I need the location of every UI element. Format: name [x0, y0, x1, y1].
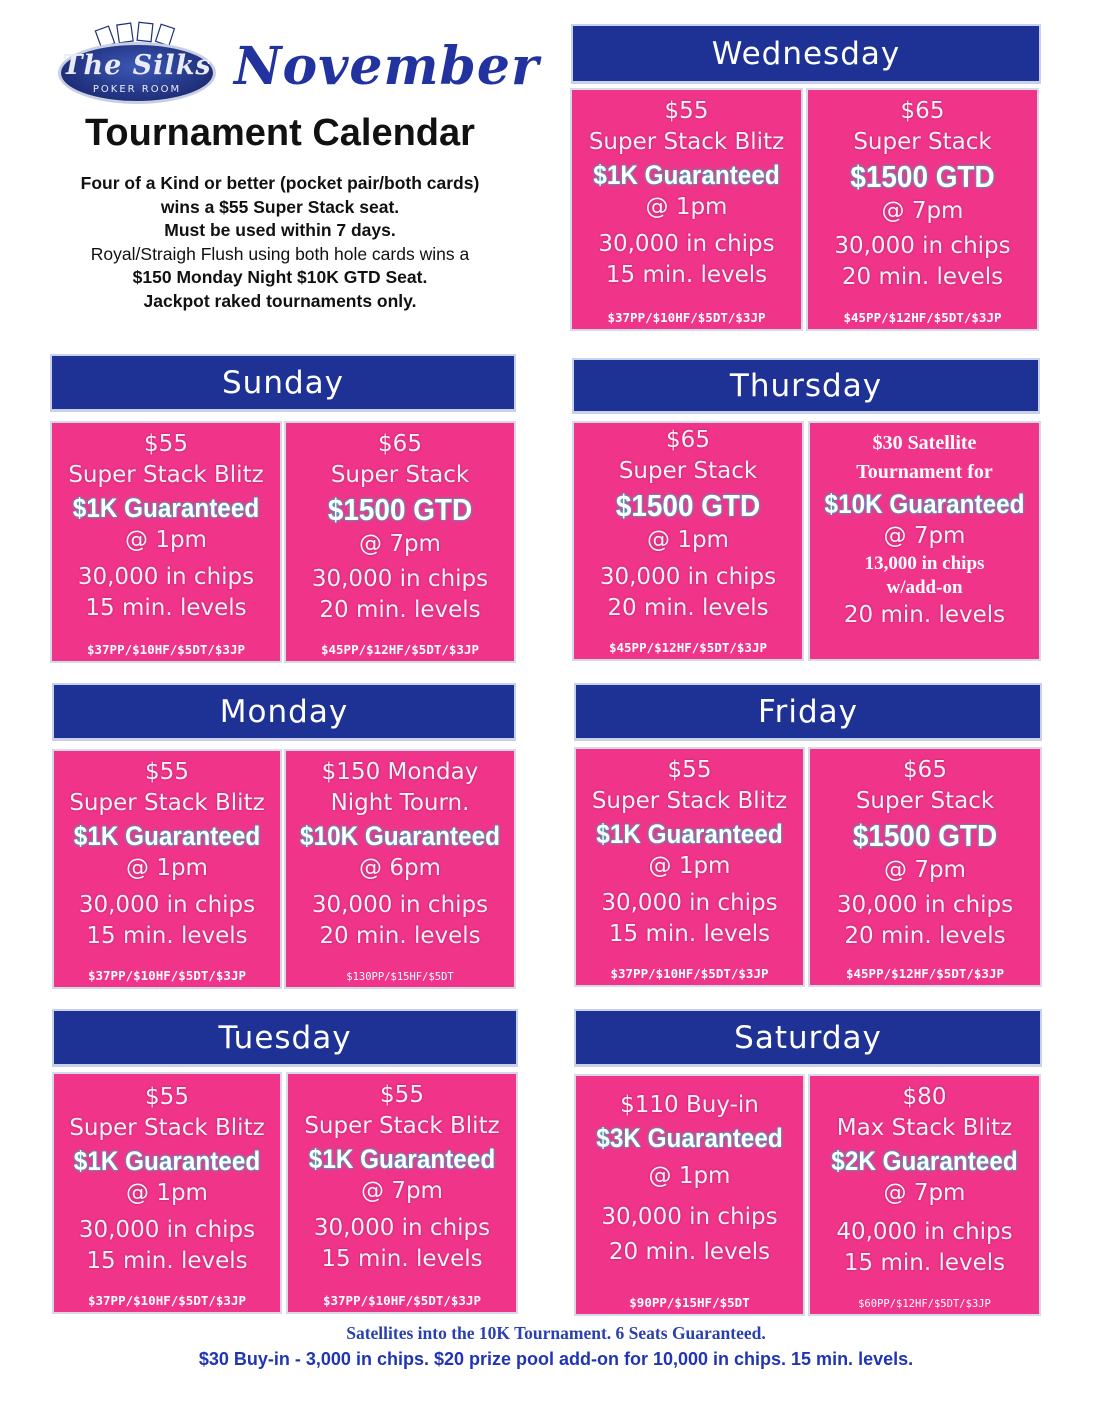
card-time: @ 7pm	[883, 523, 966, 549]
card-name: Super Stack Blitz	[591, 788, 788, 814]
card-chips: 30,000 in chips	[598, 231, 775, 257]
card-chips: 30,000 in chips	[78, 892, 256, 918]
card-time: @ 1pm	[647, 527, 729, 553]
page-title: Tournament Calendar	[85, 112, 475, 154]
promo-line: $150 Monday Night $10K GTD Seat.	[132, 267, 428, 287]
card-levels: 15 min. levels	[86, 923, 248, 949]
card-price: $55	[144, 431, 188, 457]
day-header-wednesday: Wednesday	[571, 24, 1041, 84]
card-name: Super Stack	[855, 788, 995, 814]
card-chips: 30,000 in chips	[311, 566, 489, 592]
card-chips: 30,000 in chips	[599, 564, 777, 590]
card-levels: 20 min. levels	[843, 602, 1006, 628]
card-levels: 20 min. levels	[841, 264, 1004, 290]
card-fees: $37PP/$10HF/$5DT/$3JP	[87, 968, 247, 983]
tournament-card	[570, 88, 803, 331]
footer-satellites-note: Satellites into the 10K Tournament. 6 Seats Guaranteed.	[346, 1323, 766, 1343]
promo-line: wins a $55 Super Stack seat.	[160, 196, 400, 217]
card-time: @ 1pm	[126, 1180, 208, 1206]
card-name: Super Stack Blitz	[69, 790, 265, 816]
card-fees: $45PP/$12HF/$5DT/$3JP	[843, 310, 1002, 325]
card-levels: 20 min. levels	[844, 923, 1006, 949]
promo-line: Four of a Kind or better (pocket pair/both cards)	[80, 173, 480, 193]
card-title: $30 Satellite	[872, 432, 977, 454]
card-guarantee: $1K Guaranteed	[73, 1146, 261, 1176]
card-fees: $37PP/$10HF/$5DT/$3JP	[607, 310, 766, 325]
card-price: $65	[666, 427, 710, 453]
tournament-card	[574, 747, 805, 987]
promo-line: Jackpot raked tournaments only.	[143, 290, 417, 311]
card-chips: 30,000 in chips	[834, 233, 1011, 259]
card-guarantee: $10K Guaranteed	[824, 489, 1025, 519]
tournament-card	[574, 1074, 805, 1316]
card-name: Super Stack	[853, 129, 992, 155]
card-time: @ 1pm	[648, 853, 731, 879]
card-time: @ 1pm	[126, 855, 208, 881]
card-price: $65	[378, 431, 422, 457]
card-price: $65	[900, 98, 945, 124]
day-header-friday: Friday	[574, 683, 1042, 741]
card-price: $55	[145, 1084, 189, 1110]
card-chips: 40,000 in chips	[836, 1219, 1013, 1245]
logo-subtitle: POKER ROOM	[92, 84, 182, 95]
card-name: Night Tourn.	[330, 790, 470, 816]
card-chips: 30,000 in chips	[78, 1217, 256, 1243]
card-chips: 30,000 in chips	[77, 564, 255, 590]
promo-text	[20, 172, 540, 313]
card-time: @ 7pm	[884, 857, 966, 883]
card-levels: 15 min. levels	[843, 1250, 1006, 1276]
card-price: $55	[667, 757, 712, 783]
card-chips: 30,000 in chips	[836, 892, 1014, 918]
card-time: @ 7pm	[359, 531, 441, 557]
card-price: $65	[903, 757, 947, 783]
tournament-card	[572, 421, 804, 661]
card-price: $55	[664, 98, 709, 124]
card-name: Super Stack Blitz	[304, 1113, 500, 1139]
card-guarantee: $1K Guaranteed	[596, 819, 783, 849]
card-time: @ 1pm	[125, 527, 207, 553]
card-name: Max Stack Blitz	[836, 1115, 1013, 1141]
card-fees: $45PP/$12HF/$5DT/$3JP	[320, 642, 480, 657]
card-levels: 15 min. levels	[608, 921, 771, 947]
card-name: Super Stack Blitz	[68, 462, 264, 488]
card-addon: w/add-on	[886, 577, 963, 598]
card-guarantee: $1500 GTD	[615, 488, 761, 523]
card-fees: $90PP/$15HF/$5DT	[629, 1295, 750, 1310]
day-header-sunday: Sunday	[50, 354, 516, 412]
card-guarantee: $2K Guaranteed	[831, 1146, 1018, 1176]
card-chips: 30,000 in chips	[313, 1215, 491, 1241]
card-fees: $130PP/$15HF/$5DT	[346, 971, 454, 983]
card-time: @ 1pm	[648, 1163, 731, 1189]
tournament-card	[284, 749, 516, 989]
card-levels: 15 min. levels	[85, 595, 247, 621]
month-title: November	[234, 36, 540, 97]
card-guarantee: $1K Guaranteed	[72, 493, 260, 523]
card-guarantee: $1K Guaranteed	[73, 821, 261, 851]
tournament-card	[806, 88, 1039, 331]
tournament-card	[808, 1074, 1041, 1316]
card-levels: 20 min. levels	[319, 923, 481, 949]
tournament-card	[286, 1072, 518, 1314]
card-fees: $45PP/$12HF/$5DT/$3JP	[608, 640, 768, 655]
card-price: $80	[902, 1084, 947, 1110]
card-levels: 20 min. levels	[607, 595, 769, 621]
tournament-card	[284, 421, 516, 663]
silks-logo	[58, 20, 218, 108]
tournament-card	[50, 421, 282, 663]
card-chips: 30,000 in chips	[601, 1204, 778, 1230]
card-fees: $37PP/$10HF/$5DT/$3JP	[322, 1293, 482, 1308]
card-guarantee: $1K Guaranteed	[593, 160, 780, 190]
card-fees: $37PP/$10HF/$5DT/$3JP	[87, 1293, 247, 1308]
card-fees: $37PP/$10HF/$5DT/$3JP	[86, 642, 246, 657]
tournament-card	[808, 747, 1042, 987]
card-time: @ 7pm	[883, 1180, 966, 1206]
card-price: $110 Buy-in	[620, 1092, 759, 1118]
promo-line: Royal/Straigh Flush using both hole cards wins a	[90, 243, 470, 264]
card-guarantee: $1K Guaranteed	[308, 1144, 496, 1174]
day-header-monday: Monday	[52, 683, 516, 741]
day-header-tuesday: Tuesday	[52, 1009, 518, 1067]
card-guarantee: $1500 GTD	[850, 159, 995, 194]
card-name: Super Stack	[330, 462, 470, 488]
card-price: $150 Monday	[321, 759, 479, 785]
card-levels: 20 min. levels	[608, 1239, 771, 1265]
card-chips: 30,000 in chips	[311, 892, 489, 918]
card-price: $55	[380, 1082, 424, 1108]
day-header-thursday: Thursday	[572, 358, 1040, 414]
tournament-card	[808, 421, 1041, 661]
card-guarantee: $10K Guaranteed	[300, 821, 500, 851]
card-levels: 15 min. levels	[86, 1248, 248, 1274]
promo-line: Must be used within 7 days.	[164, 220, 396, 240]
card-time: @ 6pm	[359, 855, 441, 881]
card-name: Super Stack Blitz	[588, 129, 785, 155]
card-chips: 13,000 in chips	[864, 553, 985, 574]
card-time: @ 7pm	[361, 1178, 443, 1204]
tournament-card	[52, 1072, 282, 1314]
day-header-saturday: Saturday	[574, 1009, 1042, 1067]
tournament-card	[52, 749, 282, 989]
card-fees: $60PP/$12HF/$5DT/$3JP	[858, 1298, 991, 1310]
card-guarantee: $3K Guaranteed	[596, 1123, 783, 1153]
logo-name: The Silks	[62, 50, 212, 81]
card-name: Super Stack	[618, 458, 758, 484]
card-levels: 15 min. levels	[605, 262, 768, 288]
card-guarantee: $1500 GTD	[327, 492, 473, 527]
card-fees: $37PP/$10HF/$5DT/$3JP	[610, 966, 769, 981]
card-price: $55	[145, 759, 189, 785]
footer-satellite-details: $30 Buy-in - 3,000 in chips. $20 prize pool add-on for 10,000 in chips. 15 min. levels.	[198, 1349, 914, 1369]
card-levels: 15 min. levels	[321, 1246, 483, 1272]
card-time: @ 7pm	[881, 198, 964, 224]
card-guarantee: $1500 GTD	[852, 818, 998, 853]
card-time: @ 1pm	[645, 194, 728, 220]
card-name: Super Stack Blitz	[69, 1115, 265, 1141]
card-subtitle: Tournament for	[856, 461, 993, 483]
card-chips: 30,000 in chips	[601, 890, 778, 916]
card-levels: 20 min. levels	[319, 597, 481, 623]
card-fees: $45PP/$12HF/$5DT/$3JP	[845, 966, 1005, 981]
